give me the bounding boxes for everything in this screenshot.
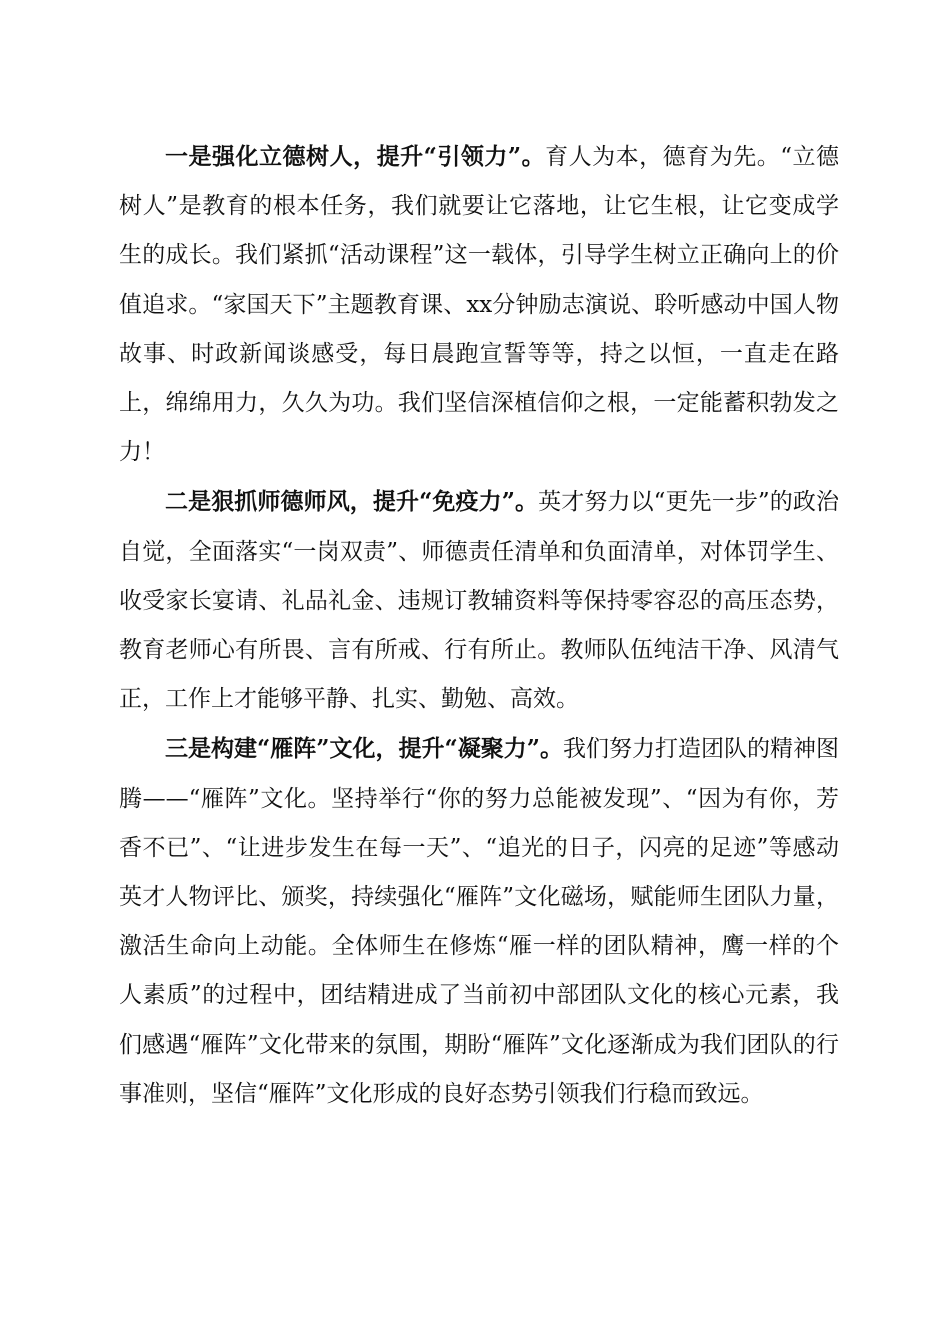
paragraph-heading: 三是构建“雁阵”文化，提升“凝聚力”。 [165,735,563,763]
paragraph-text: 英才努力以“更先一步”的政治自觉，全面落实“一岗双责”、师德责任清单和负面清单，对体罚学生、收受家长宴请、礼品礼金、违规订教辅资料等保持零容忍的高压态势，教育老师心有所畏、言有所戒、行有所止。教师队伍纯洁干净、风清气正，工作上才能够平静、扎实、勤勉、高效。 [119,489,839,713]
paragraph-text: 育人为本，德育为先。“立德树人”是教育的根本任务，我们就要让它落地，让它生根，让它变成学生的成长。我们紧抓“活动课程”这一载体，引导学生树立正确向上的价值追求。“家国天下”主题教育课、xx分钟励志演说、聆听感动中国人物故事、时政新闻谈感受，每日晨跑宣誓等等，持之以恒，一直走在路上，绵绵用力，久久为功。我们坚信深植信仰之根，一定能蓄积勃发之力！ [119,144,839,466]
paragraph-text: 我们努力打造团队的精神图腾——“雁阵”文化。坚持举行“你的努力总能被发现”、“因为有你，芳香不已”、“让进步发生在每一天”、“追光的日子，闪亮的足迹”等感动英才人物评比、颁奖，持续强化“雁阵”文化磁场，赋能师生团队力量，激活生命向上动能。全体师生在修炼“雁一样的团队精神，鹰一样的个人素质”的过程中，团结精进成了当前初中部团队文化的核心元素，我们感遇“雁阵”文化带来的氛围，期盼“雁阵”文化逐渐成为我们团队的行事准则，坚信“雁阵”文化形成的良好态势引领我们行稳而致远。 [119,736,839,1107]
document-body [119,132,839,1119]
paragraph-teacher-ethics [119,477,839,724]
paragraph-team-culture [119,724,839,1119]
paragraph-heading: 一是强化立德树人，提升“引领力”。 [165,143,546,170]
paragraph-heading: 二是狠抓师德师风，提升“免疫力”。 [165,488,539,516]
paragraph-moral-education [119,132,839,477]
